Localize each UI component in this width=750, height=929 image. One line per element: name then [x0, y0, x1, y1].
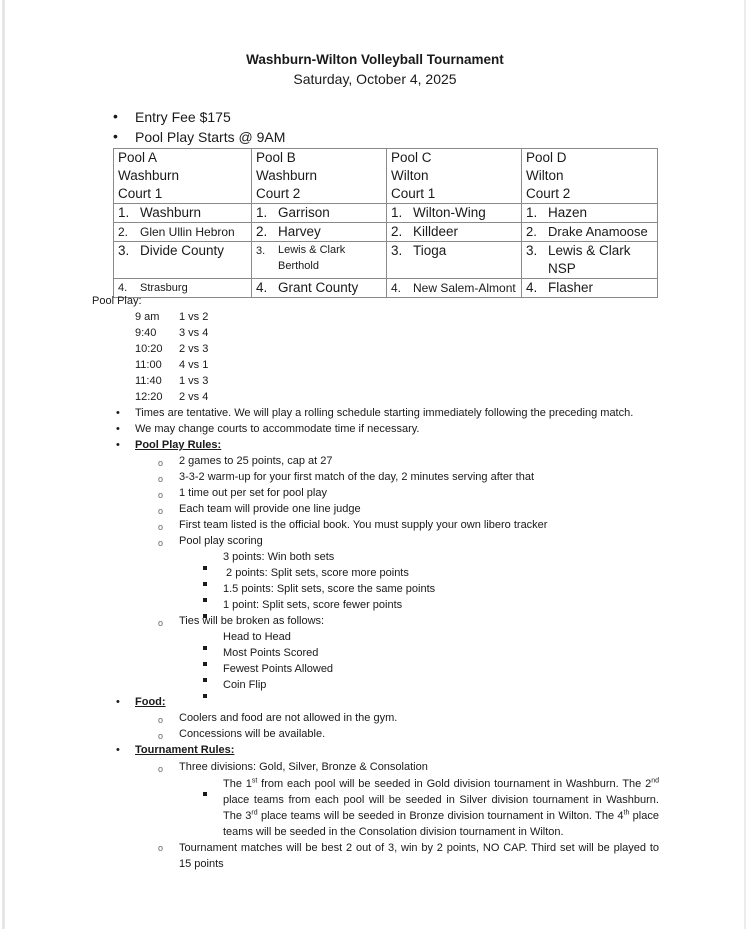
schedule-match: 1 vs 3: [179, 375, 209, 387]
ties-label: Ties will be broken as follows:: [179, 615, 325, 627]
scoring-item: 1 point: Split sets, score fewer points: [223, 599, 403, 611]
schedule-time: 11:00: [135, 359, 162, 371]
rule-item: 1 time out per set for pool play: [179, 487, 327, 499]
tie-item: Fewest Points Allowed: [223, 663, 334, 675]
team-cell: 1. Garrison: [252, 204, 387, 223]
food-item: Concessions will be available.: [179, 728, 326, 740]
team-cell: 3. Lewis & Clark NSP: [522, 242, 658, 279]
tie-item: Head to Head: [223, 631, 291, 643]
food-item: Coolers and food are not allowed in the gym.: [179, 712, 398, 724]
circle-bullet-icon: o: [158, 843, 164, 853]
bullet-icon: •: [116, 439, 120, 451]
circle-bullet-icon: o: [158, 538, 164, 548]
document-date: Saturday, October 4, 2025: [293, 71, 457, 87]
tie-item: Coin Flip: [223, 679, 267, 691]
pool-play-label: Pool Play:: [92, 295, 142, 307]
circle-bullet-icon: o: [158, 522, 164, 532]
note-tentative: Times are tentative. We will play a rolling schedule starting immediately following the preceding match.: [135, 407, 634, 419]
rule-item: 3-3-2 warm-up for your first match of the day, 2 minutes serving after that: [179, 471, 534, 483]
team-cell: 1. Washburn: [114, 204, 252, 223]
seeding-paragraph: The 1st from each pool will be seeded in Gold division tournament in Washburn. The 2nd place teams from each pool will be seeded in Silver division tournament in Washburn. The 3rd place teams will be seeded in Bronze division tournament in Wilton. The 4th place teams will be seeded in the Consolation division tournament in Wilton.: [223, 777, 659, 838]
circle-bullet-icon: o: [158, 715, 164, 725]
team-row: [114, 279, 658, 298]
circle-bullet-icon: o: [158, 490, 164, 500]
pool-a-header: Pool A Washburn Court 1: [114, 149, 252, 204]
team-cell: 4. Strasburg: [114, 279, 252, 298]
pool-b-header: Pool B Washburn Court 2: [252, 149, 387, 204]
schedule-match: 3 vs 4: [179, 327, 209, 339]
tie-item: Most Points Scored: [223, 647, 319, 659]
bullet-icon: •: [116, 407, 120, 419]
bullet-icon: •: [113, 128, 118, 144]
schedule-time: 11:40: [135, 375, 162, 387]
divisions-item: Three divisions: Gold, Silver, Bronze & Consolation: [179, 761, 428, 773]
rule-item: Each team will provide one line judge: [179, 503, 361, 515]
schedule-match: 1 vs 2: [179, 311, 209, 323]
scoring-item: 2 points: Split sets, score more points: [223, 567, 409, 579]
circle-bullet-icon: o: [158, 458, 164, 468]
team-cell: 2. Harvey: [252, 223, 387, 242]
schedule-time: 9:40: [135, 327, 157, 339]
schedule-match: 2 vs 4: [179, 391, 209, 403]
rule-item: Pool play scoring: [179, 535, 263, 547]
square-bullet-icon: [203, 685, 207, 703]
food-heading: Food:: [135, 696, 166, 708]
bullet-icon: •: [116, 696, 120, 708]
team-row: [114, 223, 658, 242]
team-cell: 3. Tioga: [387, 242, 522, 279]
circle-bullet-icon: o: [158, 731, 164, 741]
circle-bullet-icon: o: [158, 618, 164, 628]
bullet-icon: •: [116, 744, 120, 756]
square-bullet-icon: [203, 783, 207, 801]
team-cell: 4. New Salem-Almont: [387, 279, 522, 298]
scoring-item: 1.5 points: Split sets, score the same points: [223, 583, 436, 595]
team-cell: 2. Glen Ullin Hebron: [114, 223, 252, 242]
page-edge-left: [2, 0, 5, 929]
team-cell: 4. Flasher: [522, 279, 658, 298]
team-cell: 3. Lewis & Clark Berthold: [252, 242, 387, 279]
team-row: [114, 242, 658, 279]
pool-header-row: [114, 149, 658, 204]
schedule-time: 9 am: [135, 311, 160, 323]
tournament-rules-heading: Tournament Rules:: [135, 744, 235, 756]
page-edge-right: [744, 0, 746, 929]
schedule-time: 12:20: [135, 391, 163, 403]
schedule-match: 4 vs 1: [179, 359, 209, 371]
pool-c-header: Pool C Wilton Court 1: [387, 149, 522, 204]
schedule-time: 10:20: [135, 343, 163, 355]
team-cell: 1. Hazen: [522, 204, 658, 223]
circle-bullet-icon: o: [158, 506, 164, 516]
circle-bullet-icon: o: [158, 764, 164, 774]
bullet-icon: •: [113, 108, 118, 124]
pools-table: [113, 148, 658, 298]
pool-play-rules-heading: Pool Play Rules:: [135, 439, 222, 451]
matches-item: Tournament matches will be best 2 out of 3, win by 2 points, NO CAP. Third set will be played to 15 points: [179, 842, 659, 870]
schedule-match: 2 vs 3: [179, 343, 209, 355]
note-courts: We may change courts to accommodate time if necessary.: [135, 423, 420, 435]
rule-item: First team listed is the official book. You must supply your own libero tracker: [179, 519, 548, 531]
pool-d-header: Pool D Wilton Court 2: [522, 149, 658, 204]
document-title: Washburn-Wilton Volleyball Tournament: [246, 52, 504, 67]
team-cell: 2. Drake Anamoose: [522, 223, 658, 242]
team-cell: 2. Killdeer: [387, 223, 522, 242]
team-cell: 4. Grant County: [252, 279, 387, 298]
rule-item: 2 games to 25 points, cap at 27: [179, 455, 333, 467]
team-cell: 1. Wilton-Wing: [387, 204, 522, 223]
team-cell: 3. Divide County: [114, 242, 252, 279]
scoring-item: 3 points: Win both sets: [223, 551, 335, 563]
team-row: [114, 204, 658, 223]
circle-bullet-icon: o: [158, 474, 164, 484]
bullet-icon: •: [116, 423, 120, 435]
